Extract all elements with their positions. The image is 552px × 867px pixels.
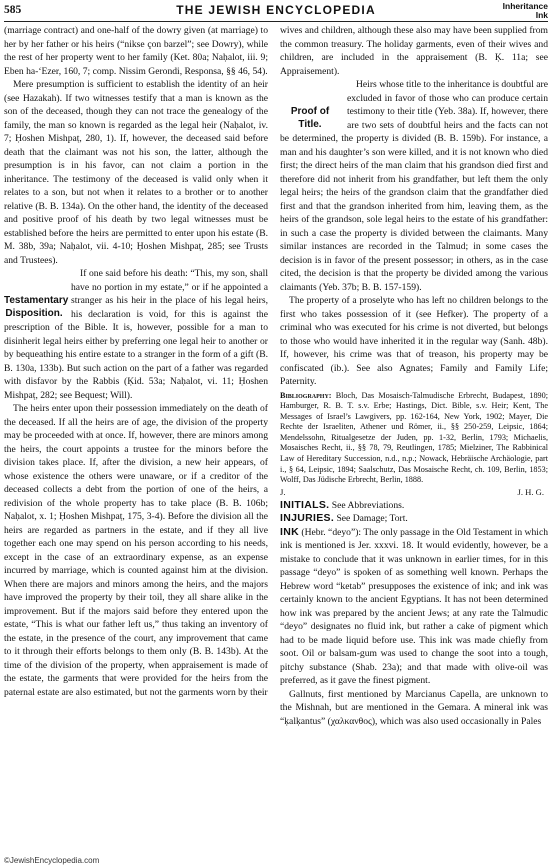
entry-text: See Damage; Tort. <box>336 513 408 525</box>
paragraph-text: If one said before his death: “This, my son, shall have no portion in my estate,” or if he appointed a stranger as his heir in the place of his legal heirs, his declaration is void, for this is against the prescription of the Bible. It is, however, possible for a man to disinherit legal heirs either by preferring one legal heir to another or by bequeathing his entire estate to a stranger in the form of a gift (B. B. 130a, 133b). But such action on the part of a father was regarded with disfavor by the Rabbis (Ḳid. 53a; Naḥalot, vi. 11; Ḥoshen Mishpaṭ, 282; see Bequest; Will). <box>4 268 268 401</box>
paragraph-text: Heirs whose title to the inheritance is doubtful are excluded in favor of those who can produce certain testimony to their title (Yeb. 38a). If, however, there are two sets of doubtful heirs and the facts can not be determined, the property is divided (B. B. 159b). For instance, a man and his daughter’s son were killed, and it is not known who died first; the direct heirs of the man claim that his grandson died first and therefore did not inherit from his grandfather, but left them the only legal heirs; the heirs of the grandson claim that the grandfather died first and that the grandson inherited from him, leaving them, as the heirs of the grandson, sole legal heirs to the estate of his grandfather: in such a case the property is divided between the claimants. Many similar instances are recorded in the Talmud; in some cases the decision is in favor of the present possessor; in others, as in the case cited, the decision is that the property be divided among the various claimants (Yeb. 37b; B. B. 157-159). <box>280 79 548 293</box>
paragraph: The heirs enter upon their possession immediately on the death of the deceased. If all the heirs are of age, the division of the property may be proceeded with at once. If, however, there are minors among the heirs, the court appoints a trustee for the minors before the division takes place. If, after the division, a new heir appears, of whose existence the others were unaware, or if a creditor of the deceased collects a debt from the portion of one of the heirs, a redivision of the whole property has to take place (B. B. 106b; Naḥalot, x. 1; Ḥoshen Mishpaṭ, 175, 3-4). Before the division all the heirs are regarded as partners in the estate, and if they all live together each one may spend on his person according to his needs, except in the case of an extraordinary expense, as an expense incurred by marriage, which is counted against him at the division. When there are majors and minors among the heirs, and the majors have improved the property by their toil, they all share alike in the improvement. But if the majors said before they entered upon the estate, “This is what our father left us,” thus taking an inventory of the estate, in the presence of the court, any improvement that came to it through their efforts belongs to them only (B. B. 143b). At the time of the division of the property, when appraisement is made of the estate, the garments that were provided for the heirs from the paternal estate are also estimated, but not the garments worn by their <box>4 403 268 698</box>
side-heading: Testamentary Disposition. <box>4 295 69 319</box>
page-number: 585 <box>4 4 22 16</box>
paragraph: Gallnuts, first mentioned by Marcianus Capella, are unknown to the Mishnah, but are mentioned in the Gemara. A mineral ink was “ḳalḳantus” (χαλκανθος), which was also used occasionally in Pales <box>280 688 548 727</box>
entry-ink <box>280 526 548 688</box>
paragraph <box>280 78 548 294</box>
entry-injuries <box>280 512 548 526</box>
entry-initials <box>280 499 548 513</box>
bibliography <box>280 391 548 486</box>
bibliography-label: Bibliography: <box>280 390 332 400</box>
left-column <box>4 24 268 850</box>
entry-headword: INITIALS. <box>280 498 330 511</box>
bibliography-text: Bloch, Das Mosaisch-Talmudische Erbrecht, Budapest, 1890; Hamburger, R. B. T. s.v. Erbe; Hastings, Dict. Bible, s.v. Heir; Kent, The Messages of Israel’s Lawgivers, pp. 162-164, New York, 1902; Mayer, Die Rechte der Israeliten, Athener und Römer, ii., §§ 250-259, Leipsic, 1864; Mendelssohn, Ritualgesetze der Juden, pp. 1-32, Berlin, 1793; Michaelis, Mosaisches Recht, ii., §§ 78, 79, Reutlingen, 1785; Mielziner, The Rabbinical Law of Hereditary Succession, n.d., n.p.; Nowack, Hebräische Archäologie, part i., § 64, Leipsic, 1894; Saalschutz, Das Mosaische Recht, ch. 109, Berlin, 1853; Wolff, Das Jüdische Erbrecht, Berlin, 1888. <box>280 390 548 485</box>
signature-right: J. H. G. <box>517 486 544 497</box>
paragraph: The property of a proselyte who has left no children belongs to the first who takes possession of it (see Hefker). The property of a criminal who was executed for his crime is not diverted, but belongs to those who would have inherited it in the regular way (Sanh. 48b). If, however, his crime was that of treason, his property may be confiscated (ib.). See also Agnates; Family and Family Life; Paternity. <box>280 295 548 387</box>
paragraph: wives and children, although these also may have been supplied from the common treasury. The holiday garments, even of their wives and children, are included in the appraisement (B. Ḳ. 11a; see Appraisement). <box>280 25 548 77</box>
footer-credit: ©JewishEncyclopedia.com <box>4 856 100 865</box>
entry-text: See Abbreviations. <box>331 499 405 511</box>
running-head-line1: Inheritance <box>502 1 548 11</box>
running-head-line2: Ink <box>535 9 548 20</box>
right-column <box>280 24 548 850</box>
entry-headword: INJURIES. <box>280 512 335 525</box>
paragraph: Mere presumption is sufficient to establish the identity of an heir (see Hazakah). If two witnesses testify that a man is known as the son of the deceased, though they can not trace the genealogy of the family, the man so known is regarded as the legal heir (Naḥalot, iv. 7; Ḥoshen Mishpaṭ, 280, 1). If, however, the deceased said before death that the claimant was not his son, the latter, although the presumption is in his favor, can not claim a portion in the inheritance. The testimony of the deceased is valid only when it relates to a son, but not when it relates to a brother or to another relative (B. B. 134a). On the other hand, the identity of the deceased and positive proof of his death by two legal witnesses must be established before the heirs are permitted to enter upon his estate (B. M. 38b, 39a; Naḥalot, vii. 4-10; Ḥoshen Mishpaṭ, 285; see Trusts and Trustees). <box>4 79 268 266</box>
paragraph <box>4 267 268 402</box>
running-head <box>503 2 548 19</box>
entry-text: (Hebr. “deyo”): The only passage in the Old Testament in which ink is mentioned is Jer. xxxvi. 18. It would evidently, however, be a mistake to conclude that it was unknown in earlier times, for in this passage “deyo” is spoken of as something well known. Perhaps the Hebrew word “ketab” presupposes the existence of ink; and ink was certainly known to the ancient Egyptians. It has not been determined how ink was prepared by the ancient Jews; at any rate the Talmudic “deyo” designates no fluid ink, but rather a cake of pigment which had to be made liquid before use. This ink was made chiefly from soot. Oil or balsam-gum was used to change the soot into a tough, pitchy substance (Shab. 23a); and that made with olive-oil was preferred, as it gave the finest pigment. <box>280 526 548 687</box>
header-rule <box>4 21 548 22</box>
journal-title: THE JEWISH ENCYCLOPEDIA <box>176 3 376 17</box>
signature-left: J. <box>280 486 286 497</box>
side-heading: Proof of Title. <box>290 106 330 130</box>
entry-headword: INK <box>280 525 299 538</box>
page-header <box>4 2 548 20</box>
paragraph: (marriage contract) and one-half of the dowry given (at marriage) to her by her father or his heirs (“nikse çon barzel”; see Dowry), while the rest of her property went to her family (Ket. 80a; Naḥalot, iii. 9; Eben ha-‘Ezer, 160, 7; comp. Nissim Gerondi, Responsa, §§ 46, 54). <box>4 25 268 77</box>
author-signature <box>280 486 548 498</box>
